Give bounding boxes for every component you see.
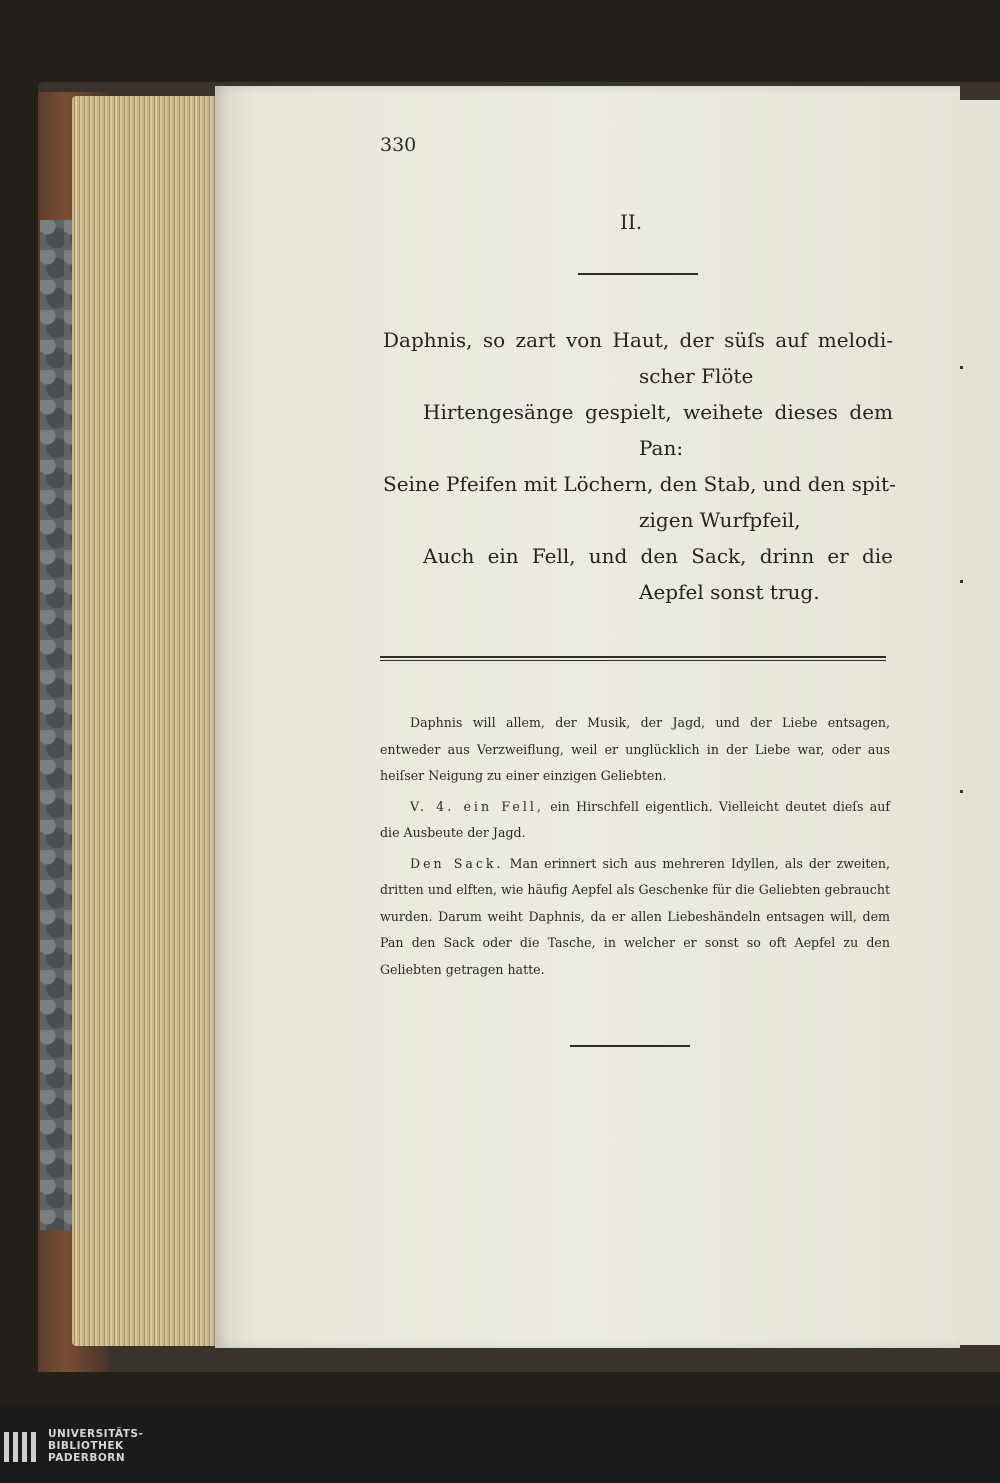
section-heading: II. — [620, 210, 643, 234]
separator-rule — [380, 656, 886, 658]
note-lemma: Den Sack. — [410, 855, 504, 871]
page-edges — [72, 96, 222, 1346]
poem-line: zigen Wurfpfeil, — [639, 508, 801, 532]
note-text: Man erinnert sich aus mehreren Idyllen, als der zweiten, dritten und elften, wie häufig Aepfel als Geschenke für die Geliebten gebraucht wurden. Darum weiht Daphnis, da er allen Liebeshändeln entsagen will, dem Pan den Sack oder die Tasche, in welcher er sonst so oft Aepfel zu den Geliebten getragen hatte. — [380, 855, 890, 977]
note-paragraph — [380, 794, 890, 847]
poem-line: Aepfel sonst trug. — [639, 580, 820, 604]
end-rule — [570, 1045, 690, 1047]
heading-rule — [578, 273, 698, 275]
poem-line: Seine Pfeifen mit Löchern, den Stab, und den spit- — [383, 472, 896, 496]
poem-line: Daphnis, so zart von Haut, der süſs auf melodi- — [383, 328, 893, 352]
poem-line: Auch ein Fell, und den Sack, drinn er die — [423, 544, 893, 568]
separator-rule-thin — [380, 660, 886, 661]
poem-line: Pan: — [639, 436, 684, 460]
poem-line: Hirtengesänge gespielt, weihete dieses dem — [423, 400, 893, 424]
page-number: 330 — [380, 134, 417, 156]
commentary — [380, 710, 890, 987]
note-text: ein Hirschfell eigentlich. Vielleicht deutet dieſs auf die Ausbeute der Jagd. — [380, 798, 890, 840]
poem — [383, 322, 896, 610]
library-logo-icon — [4, 1432, 40, 1466]
library-footer — [0, 1404, 1000, 1483]
facing-page-edge — [958, 100, 1000, 1345]
note-lemma: V. 4. ein Fell, — [410, 798, 544, 814]
library-logo-text: UNIVERSITÄTS- BIBLIOTHEK PADERBORN — [48, 1428, 144, 1464]
note-paragraph — [380, 851, 890, 984]
poem-line: scher Flöte — [639, 364, 754, 388]
note-paragraph: Daphnis will allem, der Musik, der Jagd, und der Liebe entsagen, entweder aus Verzweiflung, weil er unglücklich in der Liebe war, oder aus heiſser Neigung zu einer einzigen Geliebten. — [380, 715, 890, 783]
